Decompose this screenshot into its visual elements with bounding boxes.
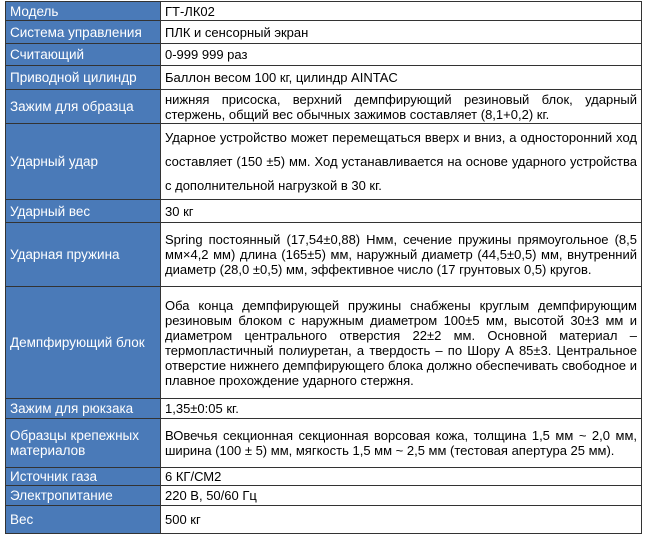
row-label: Считающий [6, 44, 161, 66]
row-value: 500 кг [161, 506, 642, 534]
table-row [6, 66, 642, 90]
row-label: Ударный удар [6, 124, 161, 200]
row-label: Вес [6, 506, 161, 534]
table-row [6, 468, 642, 486]
table-row [6, 90, 642, 124]
row-value: ГТ-ЛК02 [161, 2, 642, 21]
row-value: 220 В, 50/60 Гц [161, 486, 642, 506]
row-label: Электропитание [6, 486, 161, 506]
table-row [6, 21, 642, 44]
row-label: Ударный вес [6, 200, 161, 223]
row-value: 30 кг [161, 200, 642, 223]
row-value: ПЛК и сенсорный экран [161, 21, 642, 44]
table-row [6, 419, 642, 468]
row-value: ВОвечья секционная секционная ворсовая кожа, толщина 1,5 мм ~ 2,0 мм, ширина (100 ± 5) мм, мягкость 1,5 мм ~ 2,5 мм (тестовая апертура 25 мм). [161, 419, 642, 468]
table-row [6, 2, 642, 21]
row-label: Модель [6, 2, 161, 21]
row-value: 0-999 999 раз [161, 44, 642, 66]
row-label: Приводной цилиндр [6, 66, 161, 90]
table-row [6, 44, 642, 66]
table-row [6, 506, 642, 534]
specification-table [5, 1, 642, 534]
row-value: Оба конца демпфирующей пружины снабжены круглым демпфирующим резиновым блоком с наружным диаметром 100±5 мм, высотой 30±3 мм и диаметром центрального отверстия 22±2 мм. Основной материал – термопластичный полиуретан, а твердость – по Шору А 85±3. Центральное отверстие нижнего демпфирующего блока должно обеспечивать свободное и плавное прохождение ударного стержня. [161, 287, 642, 399]
table-row [6, 124, 642, 200]
row-label: Образцы крепежных материалов [6, 419, 161, 468]
row-value: Ударное устройство может перемещаться вверх и вниз, а односторонний ход составляет (150 ±5) мм. Ход устанавливается на основе ударного устройства с дополнительной нагрузкой в 30 кг. [161, 124, 642, 200]
row-label: Система управления [6, 21, 161, 44]
row-label: Источник газа [6, 468, 161, 486]
table-row [6, 200, 642, 223]
row-value: 1,35±0:05 кг. [161, 399, 642, 419]
table-row [6, 486, 642, 506]
row-value: Spring постоянный (17,54±0,88) Нмм, сечение пружины прямоугольное (8,5 мм×4,2 мм) длина (165±5) мм, наружный диаметр (44,5±0,5) мм, внутренний диаметр (28,0 ±0,5) мм, эффективное число (17 грунтовых 0,5) кругов. [161, 223, 642, 287]
row-label: Зажим для рюкзака [6, 399, 161, 419]
row-value: Баллон весом 100 кг, цилиндр AINTAC [161, 66, 642, 90]
row-label: Зажим для образца [6, 90, 161, 124]
row-label: Демпфирующий блок [6, 287, 161, 399]
table-row [6, 223, 642, 287]
row-value: 6 КГ/СМ2 [161, 468, 642, 486]
table-row [6, 287, 642, 399]
row-label: Ударная пружина [6, 223, 161, 287]
row-value: нижняя присоска, верхний демпфирующий резиновый блок, ударный стержень, общий вес обычных зажимов составляет (8,1+0,2) кг. [161, 90, 642, 124]
table-row [6, 399, 642, 419]
